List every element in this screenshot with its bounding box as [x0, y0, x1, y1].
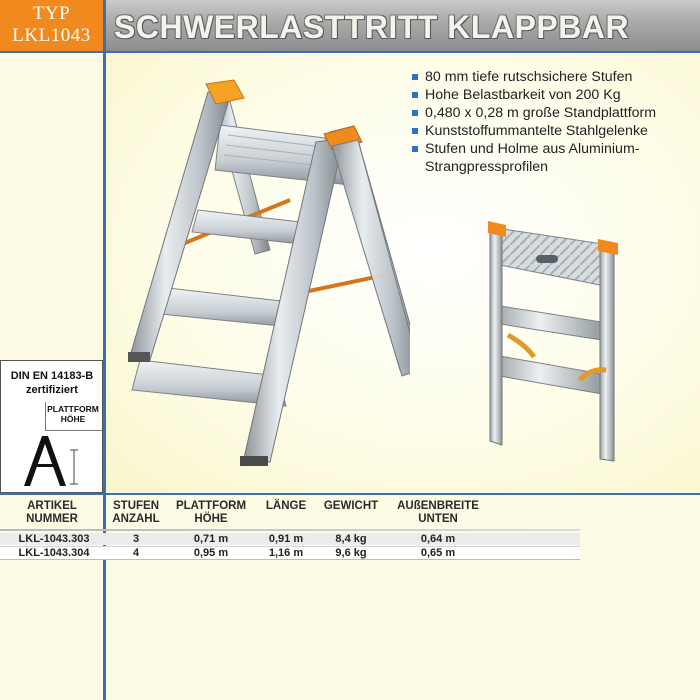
column-header-length: LÄNGE [265, 500, 307, 512]
feature-item: Stufen und Holme aus Aluminium- [408, 140, 698, 158]
cell-article: LKL-1043.303 [18, 533, 90, 545]
column-header-outer-width: AUßENBREITE UNTEN [397, 500, 479, 525]
feature-item: Kunststoffummantelte Stahlgelenke [408, 122, 698, 140]
cell-outer-width: 0,65 m [420, 547, 456, 559]
divider-vertical [103, 0, 106, 700]
bullet-icon [412, 146, 418, 152]
bullet-icon [412, 128, 418, 134]
divider-table [0, 493, 700, 495]
cell-steps: 3 [132, 533, 140, 545]
feature-item-continued: Strangpressprofilen [425, 159, 549, 175]
cell-length: 0,91 m [268, 533, 304, 545]
cell-weight: 8,4 kg [335, 533, 367, 545]
cell-weight: 9,6 kg [335, 547, 367, 559]
platform-height-label: PLATTFORM HÖHE [47, 404, 99, 424]
column-header-steps: STUFEN ANZAHL [112, 500, 160, 525]
ladder-folded-image [480, 215, 635, 465]
cell-length: 1,16 m [268, 547, 304, 559]
bullet-icon [412, 110, 418, 116]
cell-platform-height: 0,71 m [193, 533, 229, 545]
column-header-article: ARTIKEL NUMMER [26, 500, 78, 525]
type-badge-line2: LKL1043 [12, 25, 91, 46]
table-row [0, 546, 580, 560]
ladder-height-icon [20, 436, 80, 488]
type-badge [0, 0, 103, 51]
feature-item: 80 mm tiefe rutschsichere Stufen [408, 68, 698, 86]
cell-platform-height: 0,95 m [193, 547, 229, 559]
cell-article: LKL-1043.304 [18, 547, 90, 559]
column-header-weight: GEWICHT [323, 500, 379, 512]
table-header-rule [0, 529, 580, 531]
divider-header [0, 51, 700, 53]
feature-item: Hohe Belastbarkeit von 200 Kg [408, 86, 698, 104]
ladder-open-image [120, 70, 410, 470]
column-header-platform-height: PLATTFORM HÖHE [175, 500, 247, 525]
page-title: SCHWERLASTTRITT KLAPPBAR [114, 9, 630, 45]
cell-steps: 4 [132, 547, 140, 559]
table-row [0, 533, 580, 545]
feature-list [408, 68, 698, 176]
bullet-icon [412, 92, 418, 98]
bullet-icon [412, 74, 418, 80]
cell-outer-width: 0,64 m [420, 533, 456, 545]
type-badge-line1: TYP [32, 3, 71, 24]
certification-text: DIN EN 14183-B zertifiziert [10, 370, 94, 396]
feature-item: 0,480 x 0,28 m große Standplattform [408, 104, 698, 122]
